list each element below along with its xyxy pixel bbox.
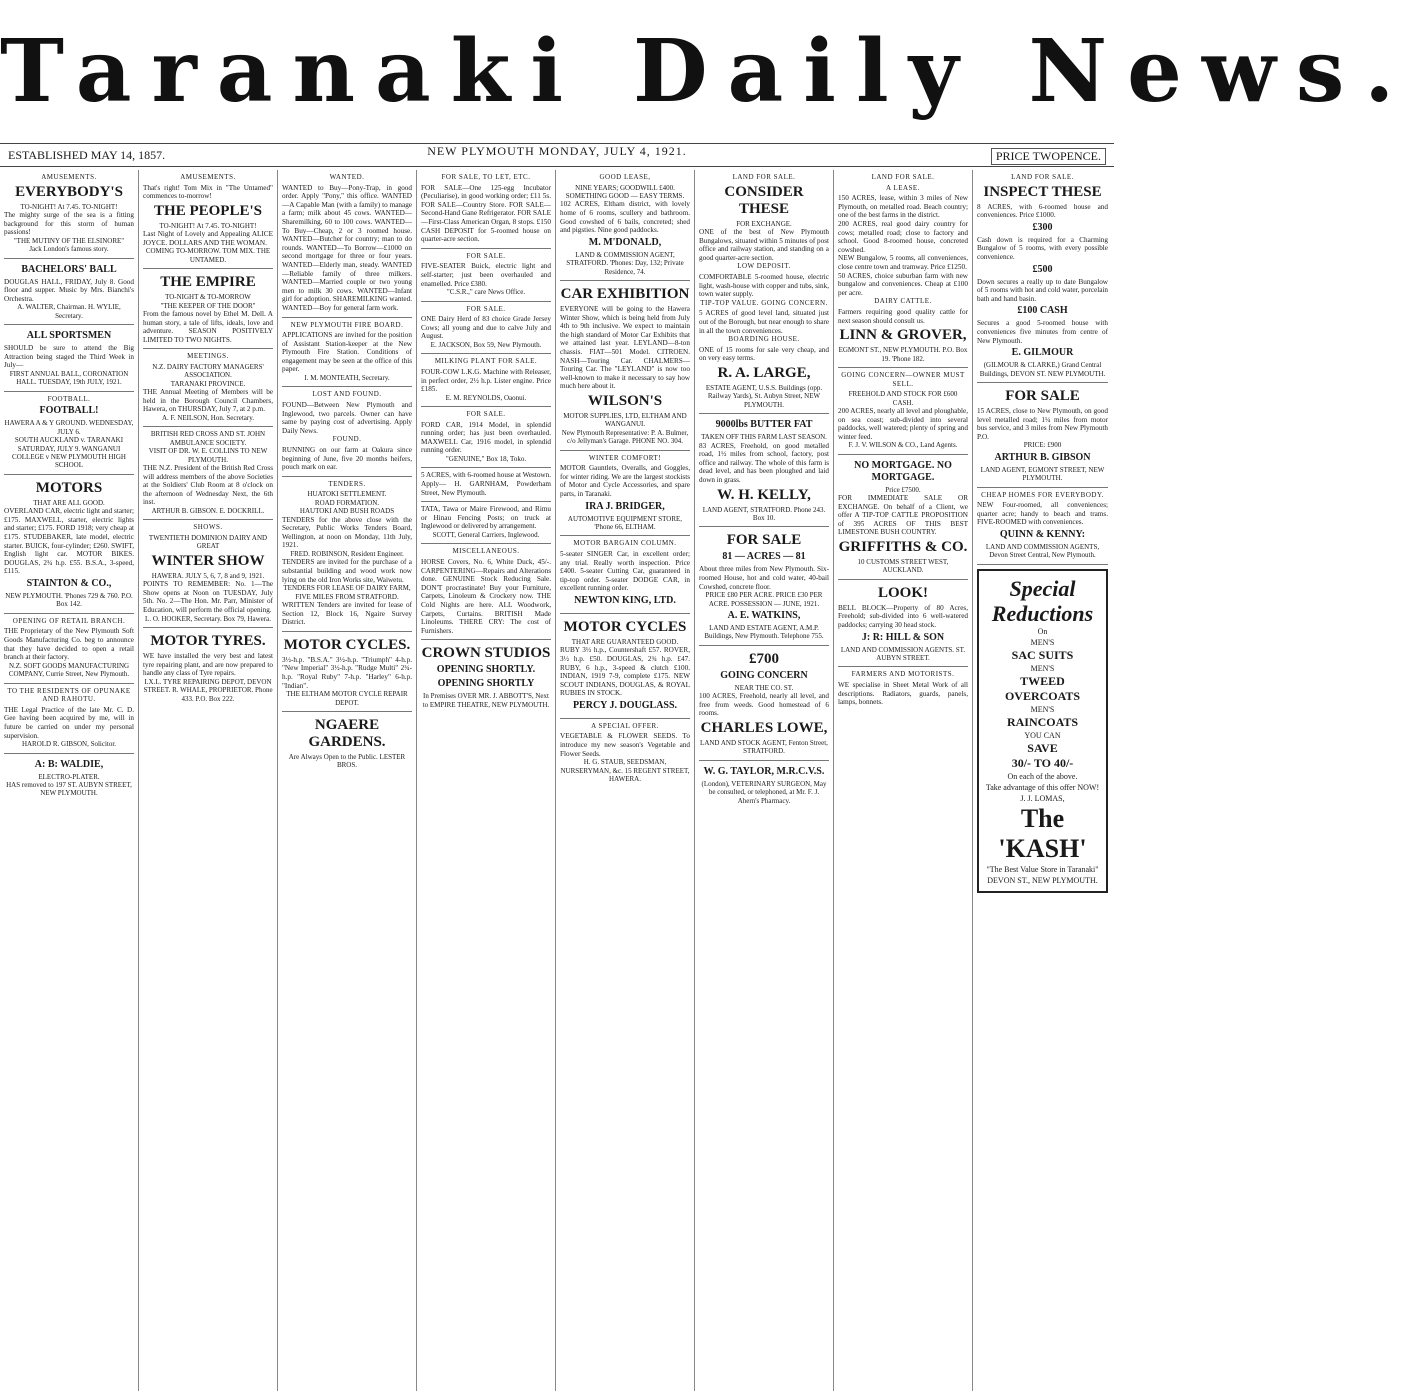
cars-for-sale bbox=[421, 407, 551, 468]
ad-subhead: £300 bbox=[1032, 221, 1053, 233]
ad-line: HUATOKI SETTLEMENT. bbox=[307, 490, 387, 499]
ad-body: THE Annual Meeting of Members will be held in the Borough Council Chambers, Hawera, on THURSDAY, July 7, at 2 p.m. bbox=[143, 388, 273, 414]
section-heading: OPENING OF RETAIL BRANCH. bbox=[12, 616, 126, 625]
fifteen-acres-ad bbox=[977, 383, 1108, 488]
ad-line: L. O. HOOKER, Secretary. Box 79, Hawera. bbox=[145, 614, 271, 623]
westown-house-ad bbox=[421, 468, 551, 502]
ad-subhead: £500 bbox=[1032, 263, 1053, 275]
section-heading: TENDERS. bbox=[328, 479, 366, 488]
ad-line: N.Z. SOFT GOODS MANUFACTURING COMPANY, Currie Street, New Plymouth. bbox=[8, 661, 130, 679]
ad-body: That's right! Tom Mix in "The Untamed" commences to-morrow! bbox=[143, 183, 273, 201]
ad-line: N.Z. DAIRY FACTORY MANAGERS' ASSOCIATION. bbox=[152, 362, 264, 380]
ad-line: AUTOMOTIVE EQUIPMENT STORE, 'Phone 66, ELTHAM. bbox=[567, 514, 683, 531]
box-item: SAVE bbox=[1027, 740, 1058, 755]
section-heading: TO THE RESIDENTS OF OPUNAKE AND RAHOTU. bbox=[7, 686, 131, 704]
inspect-these-ad bbox=[977, 170, 1108, 383]
ad-line: "THE MUTINY OF THE ELSINORE" bbox=[13, 236, 125, 245]
ad-headline: FOR SALE bbox=[1005, 387, 1080, 404]
ad-headline: FOOTBALL! bbox=[39, 405, 99, 417]
look-ad bbox=[838, 580, 968, 668]
section-heading: TIP-TOP VALUE. GOING CONCERN. bbox=[700, 298, 828, 307]
ad-body: TATA, Tawa or Maire Firewood, and Rimu or Hinau Fencing Posts; on truck at Inglewood or delivered by arrangement. bbox=[421, 505, 551, 531]
section-heading: FOR SALE. bbox=[466, 304, 506, 313]
ad-body: Down secures a really up to date Bungalow of 5 rooms with hot and cold water, porcelain bath and hand basin. bbox=[977, 277, 1108, 303]
column-3 bbox=[278, 170, 417, 1391]
ad-line: HAUTOKI AND BUSH ROADS bbox=[299, 507, 395, 516]
ad-body: Cash down is required for a Charming Bungalow of 5 rooms, with every possible convenience. bbox=[977, 235, 1108, 261]
winter-show-ad bbox=[143, 520, 273, 628]
ad-line: LAND AND COMMISSION AGENTS, Devon Street Central, New Plymouth. bbox=[985, 542, 1100, 560]
ad-body: WRITTEN Tenders are invited for lease of Section 12, Block 16, Ngaire Survey District. bbox=[282, 601, 412, 627]
red-cross-notice bbox=[143, 427, 273, 520]
ad-subhead: J: R: HILL & SON bbox=[861, 631, 945, 643]
ad-body: 8 ACRES, with 6-roomed house and conveniences. Price £1000. bbox=[977, 202, 1108, 220]
section-heading: NEW PLYMOUTH FIRE BOARD. bbox=[290, 320, 404, 329]
column-6 bbox=[695, 170, 834, 1391]
ad-headline: FOR SALE bbox=[726, 532, 802, 549]
ad-body: FOUR-COW L.K.G. Machine with Releaser, in perfect order, 2½ h.p. Lister engine. Price £185. bbox=[421, 367, 551, 394]
box-store-name: The 'KASH' bbox=[998, 803, 1087, 863]
section-heading: LAND FOR SALE. bbox=[1011, 173, 1074, 181]
ad-line: "GENUINE," Box 18, Toko. bbox=[445, 455, 527, 464]
ad-body: FOR SALE—One 125-egg Incubator (Peculiarise), in good working order; £11 5s. FOR SALE—Country Store. FOR SALE—Second-Hand Gane Refrigerator. FOR SALE—First-Class American Organ, 8 stops. £150 CASH DEPOSIT for 5-roomed house on quarter-acre section. bbox=[421, 183, 551, 244]
ad-body: ONE of 15 rooms for sale very cheap, and on very easy terms. bbox=[699, 345, 829, 363]
sheet-metal-ad bbox=[838, 667, 968, 710]
ad-headline: W. H. KELLY, bbox=[717, 486, 811, 503]
ad-line: TAKEN OFF THIS FARM LAST SEASON. bbox=[701, 433, 827, 442]
ad-headline: GRIFFITHS & CO. bbox=[838, 539, 968, 556]
ad-body: 50 ACRES, choice suburban farm with new bungalow and conveniences. Cheap at £100 per acre. bbox=[838, 271, 968, 297]
seeds-special-offer bbox=[560, 719, 690, 788]
81-acres-ad bbox=[699, 527, 829, 645]
ad-body: 3½-h.p. "B.S.A." 3½-h.p. "Triumph" 4-h.p. "New Imperial" 3½-h.p. "Rudge Multi" 2¾-h.p. "Royal Ruby" 7-h.p. "Harley" 6-h.p. "Indian". bbox=[282, 655, 412, 690]
ad-headline: THE EMPIRE bbox=[160, 274, 256, 291]
ad-body: 200 ACRES, nearly all level and ploughable, on sea coast; sub-divided into several paddocks, well watered; plenty of spring and winter feed. bbox=[838, 406, 968, 441]
ad-body: FIVE-SEATER Buick, electric light and self-starter; just been overhauled and enamelled. Price £380. bbox=[421, 262, 551, 288]
ad-body: MOTOR Gauntlets, Overalls, and Goggles, for winter riding. We are the largest stockists of Motor and Cycle Accessories, and spare parts, in Taranaki. bbox=[560, 464, 690, 498]
section-heading: CHEAP HOMES FOR EVERYBODY. bbox=[981, 490, 1104, 499]
opunake-notice bbox=[4, 684, 134, 754]
ad-line: TARANAKI PROVINCE. bbox=[170, 379, 246, 388]
ad-body: ONE Dairy Herd of 83 choice Grade Jersey Cows; all young and due to calve July and August. bbox=[421, 315, 551, 341]
ad-line: "THE KEEPER OF THE DOOR" bbox=[160, 301, 256, 310]
ad-headline: A: B: WALDIE, bbox=[34, 758, 104, 770]
football-ad bbox=[4, 392, 134, 475]
ad-headline: £700 bbox=[749, 650, 779, 667]
owner-must-sell-ad bbox=[838, 368, 968, 455]
box-item: 30/- TO 40/- bbox=[1011, 755, 1074, 770]
ad-line: COMING TO-MORROW. TOM MIX. THE UNTAMED. bbox=[145, 247, 271, 264]
ad-line: In Premises OVER MR. J. ABBOTT'S, Next to EMPIRE THEATRE, NEW PLYMOUTH. bbox=[422, 692, 550, 709]
ad-line: A. WALTER, Chairman. H. WYLIE, Secretary. bbox=[17, 303, 121, 320]
ad-line: (London), VETERINARY SURGEON, May be consulted, or telephoned, at Mr. F. J. Ahern's Pharmacy. bbox=[701, 779, 827, 805]
ad-body: Farmers requiring good quality cattle for next season should consult us. bbox=[838, 307, 968, 325]
sportsmen-ad bbox=[4, 325, 134, 392]
ad-line: ELECTRO-PLATER. bbox=[38, 772, 100, 781]
ad-body: BELL BLOCK—Property of 80 Acres, Freehold; sub-divided into 6 well-watered paddocks; carrying 30 head stock. bbox=[838, 603, 968, 630]
ad-line: VISIT OF DR. W. E. COLLINS TO NEW PLYMOUTH. bbox=[148, 447, 268, 464]
motor-cycles-guaranteed-ad bbox=[560, 614, 690, 719]
ad-line: LAND AND COMMISSION AGENTS. ST. AUBYN STREET. bbox=[840, 645, 966, 663]
box-text: MEN'S bbox=[1030, 637, 1055, 647]
ad-body: FORD CAR, 1914 Model, in splendid running order; has just been overhauled. MAXWELL Car, 1916 model, in splendid running order. bbox=[421, 420, 551, 455]
ad-body: RUNNING on our farm at Oakura since beginning of June, five 20 months heifers, pouch mark on ear. bbox=[282, 446, 412, 472]
ad-body: DOUGLAS HALL, FRIDAY, July 8. Good floor and supper. Music by Mrs. Bianchi's Orchestra. bbox=[4, 277, 134, 303]
section-heading: GOOD LEASE, bbox=[599, 173, 651, 181]
ad-line: PRICE £80 PER ACRE. PRICE £30 PER ACRE. POSSESSION — JUNE, 1921. bbox=[705, 591, 823, 608]
ad-body: POINTS TO REMEMBER: No. 1—The Show opens at Noon on TUESDAY, July 5th. No. 2—The Hon. Mr. Parr, Minister of Education, will perform the official opening. bbox=[143, 580, 273, 614]
ad-subhead: IRA J. BRIDGER, bbox=[585, 500, 665, 512]
peoples-theatre-ad bbox=[143, 170, 273, 269]
section-heading: FOR SALE. bbox=[466, 251, 506, 260]
ad-line: ARTHUR B. GIBSON. E. DOCKRILL. bbox=[151, 506, 265, 515]
ad-headline: LOOK! bbox=[877, 584, 928, 601]
consider-these-ad bbox=[699, 170, 829, 414]
ad-body: 102 ACRES, Eltham district, with lovely home of 6 rooms, scullery and bathroom. Good cowshed of 6 bails, concreted; shed and pigsties. Nine good paddocks. bbox=[560, 200, 690, 235]
ad-line: SATURDAY, JULY 9. WANGANUI COLLEGE v NEW PLYMOUTH HIGH SCHOOL bbox=[12, 444, 126, 470]
section-heading: FARMERS AND MOTORISTS. bbox=[851, 670, 955, 679]
ad-subhead: OPENING SHORTLY. bbox=[436, 664, 536, 676]
ad-line: "C.S.R.," care News Office. bbox=[446, 288, 526, 297]
ad-headline: INSPECT THESE bbox=[983, 183, 1102, 200]
box-text: On bbox=[1037, 626, 1048, 636]
ad-body: RUBY 3½ h.p., Countershaft £57. ROVER, 3½ h.p. £50. DOUGLAS, 2¾ h.p. £47. RUBY, 6 h.p., 3-speed & clutch £100. INDIAN, 1919 7-9, complete £175. NEW SCOUT INDIANS, DOUGLAS, & ROYAL RUBIES IN STOCK. bbox=[560, 646, 690, 698]
ad-subhead: NO MORTGAGE. NO MORTGAGE. bbox=[854, 459, 952, 483]
ad-subhead: A. E. WATKINS, bbox=[727, 609, 801, 621]
ad-line: SOUTH AUCKLAND v. TARANAKI bbox=[14, 436, 124, 445]
ad-subhead: NEWTON KING, LTD. bbox=[574, 594, 676, 606]
going-concern-ad bbox=[699, 646, 829, 761]
ad-line: E. M. REYNOLDS, Oaonui. bbox=[445, 393, 527, 402]
ad-line: SCOTT, General Carriers, Inglewood. bbox=[432, 531, 540, 540]
ad-line: PRICE: £900 bbox=[1023, 441, 1062, 450]
ad-body: 15 ACRES, close to New Plymouth, on good level metalled road; 1¼ miles from motor bus service, and 3 miles from New Plymouth P.O. bbox=[977, 406, 1108, 441]
ad-headline: CAR EXHIBITION bbox=[560, 286, 690, 302]
ad-line: ROAD FORMATION. bbox=[314, 498, 380, 507]
ad-subhead: M. M'DONALD, bbox=[588, 236, 662, 248]
ad-subhead: STAINTON & CO., bbox=[26, 577, 112, 589]
milking-plant-for-sale bbox=[421, 354, 551, 407]
issue-date: NEW PLYMOUTH MONDAY, JULY 4, 1921. bbox=[427, 144, 687, 158]
empire-theatre-ad bbox=[143, 269, 273, 349]
ad-headline: CROWN STUDIOS bbox=[421, 645, 551, 662]
ad-body: Secures a good 5-roomed house with conveniences five minutes from centre of New Plymouth. bbox=[977, 319, 1108, 345]
box-text: J. J. LOMAS, bbox=[1020, 793, 1065, 803]
ad-line: TO-NIGHT! At 7.45. TO-NIGHT! bbox=[20, 202, 118, 211]
section-heading: AMUSEMENTS. bbox=[41, 173, 97, 181]
fire-board-notice bbox=[282, 318, 412, 388]
box-text: On each of the above. bbox=[1007, 771, 1078, 781]
box-item: OVERCOATS bbox=[1004, 688, 1081, 703]
section-heading: FOUND. bbox=[332, 435, 362, 444]
box-text: MEN'S bbox=[1030, 663, 1055, 673]
ad-subhead: E. GILMOUR bbox=[1011, 347, 1074, 359]
ad-body: WANTED to Buy—Pony-Trap, in good order. Apply "Pony," this office. WANTED—A Capable Man (with a family) to manage a farm; milk about 45 cows. WANTED—Sharemilking, 60 to 100 cows. WANTED—To Buy—Cheap, 2 or 3 roomed house. WANTED—Butcher for country; man to do rounds. WANTED—To Borrow—£1000 on second mortgage for three or four years. WANTED—Elderly man, steady. WANTED—Reliable family of three milkers. WANTED—Married couple or two young men to milk 30 cows. WANTED—Infant girl for adoption. SHAREMILKING wanted. WANTED—Boy for general farm work. bbox=[282, 183, 412, 312]
ad-body: From the famous novel by Ethel M. Dell. A human story, a tale of lifts, ideals, love and adventure. SEASON POSITIVELY LIMITED TO TWO NIGHTS. bbox=[143, 310, 273, 344]
motors-ad bbox=[4, 475, 134, 614]
ad-line: THE ELTHAM MOTOR CYCLE REPAIR DEPOT. bbox=[286, 690, 408, 707]
ad-subhead: W. G. TAYLOR, M.R.C.V.S. bbox=[703, 765, 825, 777]
ad-line: I. M. MONTEATH, Secretary. bbox=[304, 374, 390, 383]
motor-tyres-ad bbox=[143, 628, 273, 707]
ad-line: H. G. STAUB, SEEDSMAN, NURSERYMAN, &c. 15 REGENT STREET, HAWERA. bbox=[560, 758, 690, 784]
section-heading: DAIRY CATTLE. bbox=[874, 297, 932, 306]
buick-for-sale bbox=[421, 249, 551, 302]
for-sale-classifieds bbox=[421, 170, 551, 249]
ad-line: EGMONT ST., NEW PLYMOUTH. P.O. Box 19. 'Phone 182. bbox=[838, 346, 968, 363]
ad-body: Last Night of Lovely and Appealing ALICE JOYCE. DOLLARS AND THE WOMAN. bbox=[143, 230, 273, 247]
ad-line: LAND AND ESTATE AGENT, A.M.P. Buildings, New Plymouth. Telephone 755. bbox=[704, 623, 824, 641]
section-heading: SHOWS. bbox=[193, 523, 223, 532]
motor-cycles-ad bbox=[282, 632, 412, 712]
ad-line: FRED. ROBINSON, Resident Engineer. bbox=[290, 550, 404, 558]
newspaper-title: Taranaki Daily News. bbox=[0, 21, 1414, 122]
ad-body: The mighty surge of the sea is a fitting background for this storm of human passions! bbox=[4, 211, 134, 237]
good-lease-ad bbox=[560, 170, 690, 281]
ad-line: HAWERA A & Y GROUND. WEDNESDAY, JULY 6. bbox=[4, 419, 134, 436]
ad-headline: CHARLES LOWE, bbox=[700, 719, 828, 736]
ad-subhead: QUINN & KENNY: bbox=[999, 528, 1086, 540]
ad-body: SHOULD be sure to attend the Big Attraction being staged the Third Week in July— bbox=[4, 344, 134, 370]
section-heading: LAND FOR SALE. bbox=[732, 173, 796, 181]
columns bbox=[0, 170, 1114, 1391]
ad-body: NEW Four-roomed, all conveniences; quarter acre; handy to beach and trams. FIVE-ROOMED with conveniences. bbox=[977, 501, 1108, 527]
ad-subhead: 9000lbs BUTTER FAT bbox=[715, 419, 813, 431]
section-heading: A LEASE. bbox=[886, 183, 920, 192]
ad-line: MOTOR SUPPLIES, LTD, ELTHAM AND WANGANUI. bbox=[563, 411, 687, 429]
ad-body: 200 ACRES, real good dairy country for cows; metalled road; close to factory and school. Good 8-roomed house, concreted cowshed. bbox=[838, 219, 968, 254]
ad-line: TENDERS FOR LEASE OF DAIRY FARM, FIVE MILES FROM STRATFORD. bbox=[283, 584, 411, 601]
ngaere-gardens-ad bbox=[282, 712, 412, 774]
ad-line: THAT ARE GUARANTEED GOOD. bbox=[571, 637, 679, 646]
ad-line: I.X.L. TYRE REPAIRING DEPOT, DEVON STREET. R. WHALE, PROPRIETOR. Phone 433. P.O. Box 222. bbox=[143, 677, 273, 703]
ad-body: 5-seater SINGER Car, in excellent order; any trial. Really worth inspection. Price £400. 5-seater Cutting Car, guaranteed in tip-top order. 5-seater DODGE CAR, in excellent running order. bbox=[560, 549, 690, 593]
column-7 bbox=[834, 170, 973, 1391]
ad-line: FREEHOLD AND STOCK FOR £600 CASH. bbox=[848, 390, 958, 407]
section-heading: BOARDING HOUSE. bbox=[728, 335, 800, 344]
box-text: DEVON ST., NEW PLYMOUTH. bbox=[987, 875, 1098, 885]
ad-line: ESTATE AGENT, U.S.S. Buildings (opp. Railway Yards), St. Aubyn Street, NEW PLYMOUTH. bbox=[705, 383, 823, 409]
ad-body: 83 ACRES, Freehold, on good metalled road, 1½ miles from school, factory, post office and railway. The whole of this farm is dead level, and has been ploughed and laid down in grass. bbox=[699, 441, 829, 484]
tenders-notice bbox=[282, 477, 412, 632]
column-8 bbox=[973, 170, 1112, 1391]
ad-body: NEW Bungalow, 5 rooms, all conveniences, close centre town and tramway. Price £1250. bbox=[838, 254, 968, 271]
box-text: "The Best Value Store in Taranaki" bbox=[986, 864, 1099, 874]
column-5 bbox=[556, 170, 695, 1391]
ad-body: TENDERS are invited for the purchase of a substantial building and wood work now lying on the old Iron Works site, Waiwetu. bbox=[282, 558, 412, 584]
ad-line: Are Always Open to the Public. LESTER BROS. bbox=[288, 752, 406, 770]
section-heading: AMUSEMENTS. bbox=[180, 173, 236, 181]
miscellaneous-classifieds bbox=[421, 544, 551, 640]
column-1 bbox=[0, 170, 139, 1391]
ad-body: TENDERS for the above close with the Secretary, Public Works Tenders Board, Wellington, at noon on Monday, 11th July, 1921. bbox=[282, 515, 412, 550]
ad-headline: WINTER SHOW bbox=[151, 552, 265, 569]
section-heading: LOST AND FOUND. bbox=[312, 390, 382, 399]
ad-line: HAROLD R. GIBSON, Solicitor. bbox=[21, 740, 117, 749]
ad-line: LAND AGENT, EGMONT STREET, NEW PLYMOUTH. bbox=[980, 465, 1105, 483]
section-heading: LOW DEPOSIT. bbox=[737, 262, 791, 271]
ad-line: NEW PLYMOUTH. 'Phones 729 & 760. P.O. Box 142. bbox=[5, 591, 133, 609]
ad-body: FOR IMMEDIATE SALE OR EXCHANGE. On behalf of a Client, we offer A TIP-TOP CATTLE PROPOSITION of 395 ACRES OF THIS BEST LIMESTONE BUSH COUNTRY. bbox=[838, 494, 968, 537]
waldie-ad bbox=[4, 754, 134, 802]
ad-body: About three miles from New Plymouth. Six-roomed House, hot and cold water, 40-bail Cowshed, concrete floor. bbox=[699, 565, 829, 591]
ad-body: EVERYONE will be going to the Hawera Winter Show, which is being held from July 4th to 9th inclusive. We expect to maintain the high standard of Motor Car Exhibits that we attained last year. LEYLAND—8-ton chassis. FIAT—501 Model. CITROEN. NASH—Touring Car. CHALMERS—Touring Car. The "LEYLAND" is now too well-known to make it necessary to say how much here about it. bbox=[560, 305, 690, 391]
ad-body: WE specialise in Sheet Metal Work of all descriptions. Radiators, guards, panels, lamps, bonnets. bbox=[838, 681, 968, 707]
ad-body: FOUND—Between New Plymouth and Inglewood, two parcels. Owner can have same by paying cost of advertising. Apply Daily News. bbox=[282, 401, 412, 435]
ad-line: E. JACKSON, Box 59, New Plymouth. bbox=[430, 340, 542, 349]
ad-body: 5 ACRES of good level land, situated just out of the Borough, but near enough to share in all the town conveniences. bbox=[699, 309, 829, 335]
section-heading: MOTOR BARGAIN COLUMN. bbox=[573, 539, 677, 548]
ad-headline: MOTOR CYCLES bbox=[563, 618, 687, 635]
ad-body: THE N.Z. President of the British Red Cross will address members of the above Societies at the Soldiers' Club Room at 8 o'clock on the afternoon of Wednesday Next, the 6th inst. bbox=[143, 464, 273, 507]
box-title: Special bbox=[1009, 575, 1076, 601]
ad-line: FIRST ANNUAL BALL, CORONATION HALL. TUESDAY, 19th JULY, 1921. bbox=[9, 369, 129, 387]
section-heading: FOR SALE. bbox=[466, 410, 506, 419]
ad-line: NEAR THE CO. ST. bbox=[734, 683, 794, 692]
ad-line: THAT ARE ALL GOOD. bbox=[33, 498, 105, 507]
ad-line: A. F. NEILSON, Hon. Secretary. bbox=[161, 413, 255, 422]
section-heading: FOOTBALL. bbox=[47, 394, 91, 403]
firewood-ad bbox=[421, 502, 551, 544]
ad-line: SOMETHING GOOD — EASY TERMS. bbox=[565, 192, 685, 200]
ad-body: THE Proprietary of the New Plymouth Soft Goods Manufacturing Co. beg to announce that they have decided to open a retail branch at their factory. bbox=[4, 627, 134, 662]
column-4 bbox=[417, 170, 556, 1391]
ad-headline: MOTOR TYRES. bbox=[150, 632, 266, 649]
established-date: ESTABLISHED MAY 14, 1857. bbox=[8, 148, 166, 162]
box-text: YOU CAN bbox=[1024, 730, 1061, 740]
price-label: PRICE TWOPENCE. bbox=[991, 148, 1106, 165]
ad-body: 150 ACRES, lease, within 3 miles of New Plymouth, on metalled road. Beach country; one of the best farms in the district. bbox=[838, 194, 968, 220]
meetings-notice bbox=[143, 349, 273, 427]
ad-line: TO-NIGHT! At 7.45. TO-NIGHT! bbox=[159, 221, 257, 230]
ad-headline: ALL SPORTSMEN bbox=[26, 330, 112, 342]
box-item: RAINCOATS bbox=[1006, 714, 1079, 729]
ad-headline: BACHELORS' BALL bbox=[21, 263, 117, 275]
ad-body: OVERLAND CAR, electric light and starter; £175. MAXWELL, starter, electric lights and starter; £175. FORD 1918; very cheap at £175. STUDEBAKER, late model, electric starter. BUICK, four-cylinder; £260. SWIFT, English light car. MOTOR BIKES. DOUGLAS, 2¾ h.p. £55. B.S.A., 3-speed, £115. bbox=[4, 507, 134, 576]
ad-body: ONE of the best of New Plymouth Bungalows, situated within 5 minutes of post office and railway station, and standing on a good quarter-acre section. bbox=[699, 228, 829, 262]
dateline-bar bbox=[0, 143, 1114, 167]
ad-headline: WILSON'S bbox=[587, 392, 663, 409]
ad-line: 10 CUSTOMS STREET WEST, AUCKLAND. bbox=[857, 558, 949, 575]
ad-body: THE Legal Practice of the late Mr. C. D. Gee having been acquired by me, will in future be carried on under my personal supervision. bbox=[4, 705, 134, 740]
ad-subhead: PERCY J. DOUGLASS. bbox=[572, 699, 678, 711]
ad-headline: LINN & GROVER, bbox=[839, 327, 967, 344]
ad-headline: MOTOR CYCLES. bbox=[283, 636, 411, 653]
ad-line: New Plymouth Representative: P. A. Bulmer, c/o Jellyman's Garage. PHONE NO. 304. bbox=[561, 428, 689, 446]
ad-body: APPLICATIONS are invited for the position of Assistant Station-keeper at the New Plymouth Fire Station. Conditions of engagement may be seen at the office of this paper. bbox=[282, 331, 412, 374]
section-heading: GOING CONCERN—OWNER MUST SELL. bbox=[841, 370, 965, 388]
ad-line: NINE YEARS; GOODWILL £400. bbox=[575, 183, 675, 192]
ad-subhead: OPENING SHORTLY bbox=[437, 678, 535, 690]
ad-line: LAND AND STOCK AGENT, Fenton Street, STRATFORD. bbox=[700, 738, 828, 756]
cheap-homes-ad bbox=[977, 488, 1108, 565]
ad-subhead: ARTHUR B. GIBSON bbox=[994, 451, 1091, 463]
section-heading: FOR SALE, TO LET, ETC. bbox=[441, 173, 531, 181]
ad-line: F. J. V. WILSON & CO., Land Agents. bbox=[848, 441, 958, 450]
box-item: SAC SUITS bbox=[1011, 647, 1074, 662]
ad-line: BRITISH RED CROSS AND ST. JOHN AMBULANCE SOCIETY. bbox=[150, 430, 266, 447]
ad-line: HAWERA. JULY 5, 6, 7, 8 and 9, 1921. bbox=[151, 571, 265, 580]
section-heading: MISCELLANEOUS. bbox=[452, 547, 520, 556]
ad-subhead: £100 CASH bbox=[1017, 305, 1068, 317]
ad-body: 5 ACRES, with 6-roomed house at Westown. Apply— H. GARNHAM, Powderham Street, New Plymouth. bbox=[421, 471, 551, 497]
section-heading: MEETINGS. bbox=[187, 352, 229, 361]
lease-land-ad bbox=[838, 170, 968, 368]
section-heading: WINTER COMFORT! bbox=[588, 453, 662, 462]
dairy-herd-for-sale bbox=[421, 302, 551, 355]
ad-line: LAND AGENT, STRATFORD. Phone 243. Box 10. bbox=[702, 505, 826, 522]
section-heading: A SPECIAL OFFER. bbox=[591, 721, 659, 730]
ad-body: HORSE Covers, No. 6, White Duck, 45/-. CARPENTERING—Repairs and Alterations done. GENUINE Stock Reducing Sale. DON'T procrastinate! Buy your Furniture, Carpets, Linoleum & Crockery now. THE Cold Nights are here. ALL Woodwork, Carpets, Curtains. BRITISH Made Linoleums. THERE CRY: The cost of Furnishers. bbox=[421, 558, 551, 635]
lost-and-found bbox=[282, 387, 412, 476]
ad-headline: EVERYBODY'S bbox=[15, 183, 123, 200]
crown-studios-ad bbox=[421, 640, 551, 713]
special-reductions-box bbox=[977, 569, 1108, 893]
ad-subhead: 81 — ACRES — 81 bbox=[722, 551, 806, 563]
section-heading: MILKING PLANT FOR SALE. bbox=[434, 357, 538, 366]
box-text: MEN'S bbox=[1030, 704, 1055, 714]
ad-line: TWENTIETH DOMINION DAIRY AND GREAT bbox=[148, 533, 268, 551]
ad-line: HAS removed to 197 ST. AUBYN STREET, NEW PLYMOUTH. bbox=[6, 780, 132, 798]
no-mortgage-ad bbox=[838, 455, 968, 580]
ad-body: VEGETABLE & FLOWER SEEDS. To introduce my new season's Vegetable and Flower Seeds. bbox=[560, 732, 690, 758]
car-exhibition-ad bbox=[560, 281, 690, 451]
ad-line: TO-NIGHT & TO-MORROW bbox=[165, 293, 251, 302]
winter-comfort-ad bbox=[560, 451, 690, 537]
box-item: TWEED bbox=[1020, 673, 1065, 688]
ad-line: (GILMOUR & CLARKE,) Grand Central Buildings, DEVON ST. NEW PLYMOUTH. bbox=[979, 361, 1106, 378]
section-heading: LAND FOR SALE. bbox=[871, 173, 935, 181]
ad-line: Jack London's famous story. bbox=[29, 245, 109, 254]
retail-branch-ad bbox=[4, 614, 134, 684]
bachelors-ball-ad bbox=[4, 259, 134, 326]
ad-body: WE have installed the very best and latest tyre repairing plant, and are now prepared to handle any class of Tyre repairs. bbox=[143, 651, 273, 678]
veterinary-ad bbox=[699, 761, 829, 809]
ad-headline: MOTORS bbox=[35, 479, 103, 496]
motor-bargain-column bbox=[560, 536, 690, 614]
ad-body: COMFORTABLE 5-roomed house, electric light, wash-house with copper and tubs, sink, town water supply. bbox=[699, 272, 829, 299]
butter-fat-farm-ad bbox=[699, 414, 829, 527]
ad-line: Price £7500. bbox=[885, 485, 921, 494]
box-text: Take advantage of this offer NOW! bbox=[985, 782, 1100, 792]
ad-headline: NGAERE GARDENS. bbox=[308, 716, 386, 750]
ad-subhead: GOING CONCERN bbox=[720, 669, 808, 681]
ad-line: FOR EXCHANGE. bbox=[736, 219, 792, 228]
ad-body: 100 ACRES, Freehold, nearly all level, and free from weeds. Good homestead of 6 rooms. bbox=[699, 692, 829, 718]
ad-line: LAND & COMMISSION AGENT, STRATFORD. 'Phones: Day, 132; Private Residence, 74. bbox=[566, 250, 684, 276]
wanted-classifieds bbox=[282, 170, 412, 318]
box-title: Reductions bbox=[991, 600, 1094, 626]
masthead bbox=[0, 0, 1414, 145]
column-2 bbox=[139, 170, 278, 1391]
ad-headline: CONSIDER THESE bbox=[724, 183, 804, 217]
everybodys-theatre-ad bbox=[4, 170, 134, 259]
section-heading: WANTED. bbox=[329, 173, 365, 181]
ad-headline: R. A. LARGE, bbox=[717, 364, 811, 381]
ad-headline: THE PEOPLE'S bbox=[154, 202, 262, 219]
